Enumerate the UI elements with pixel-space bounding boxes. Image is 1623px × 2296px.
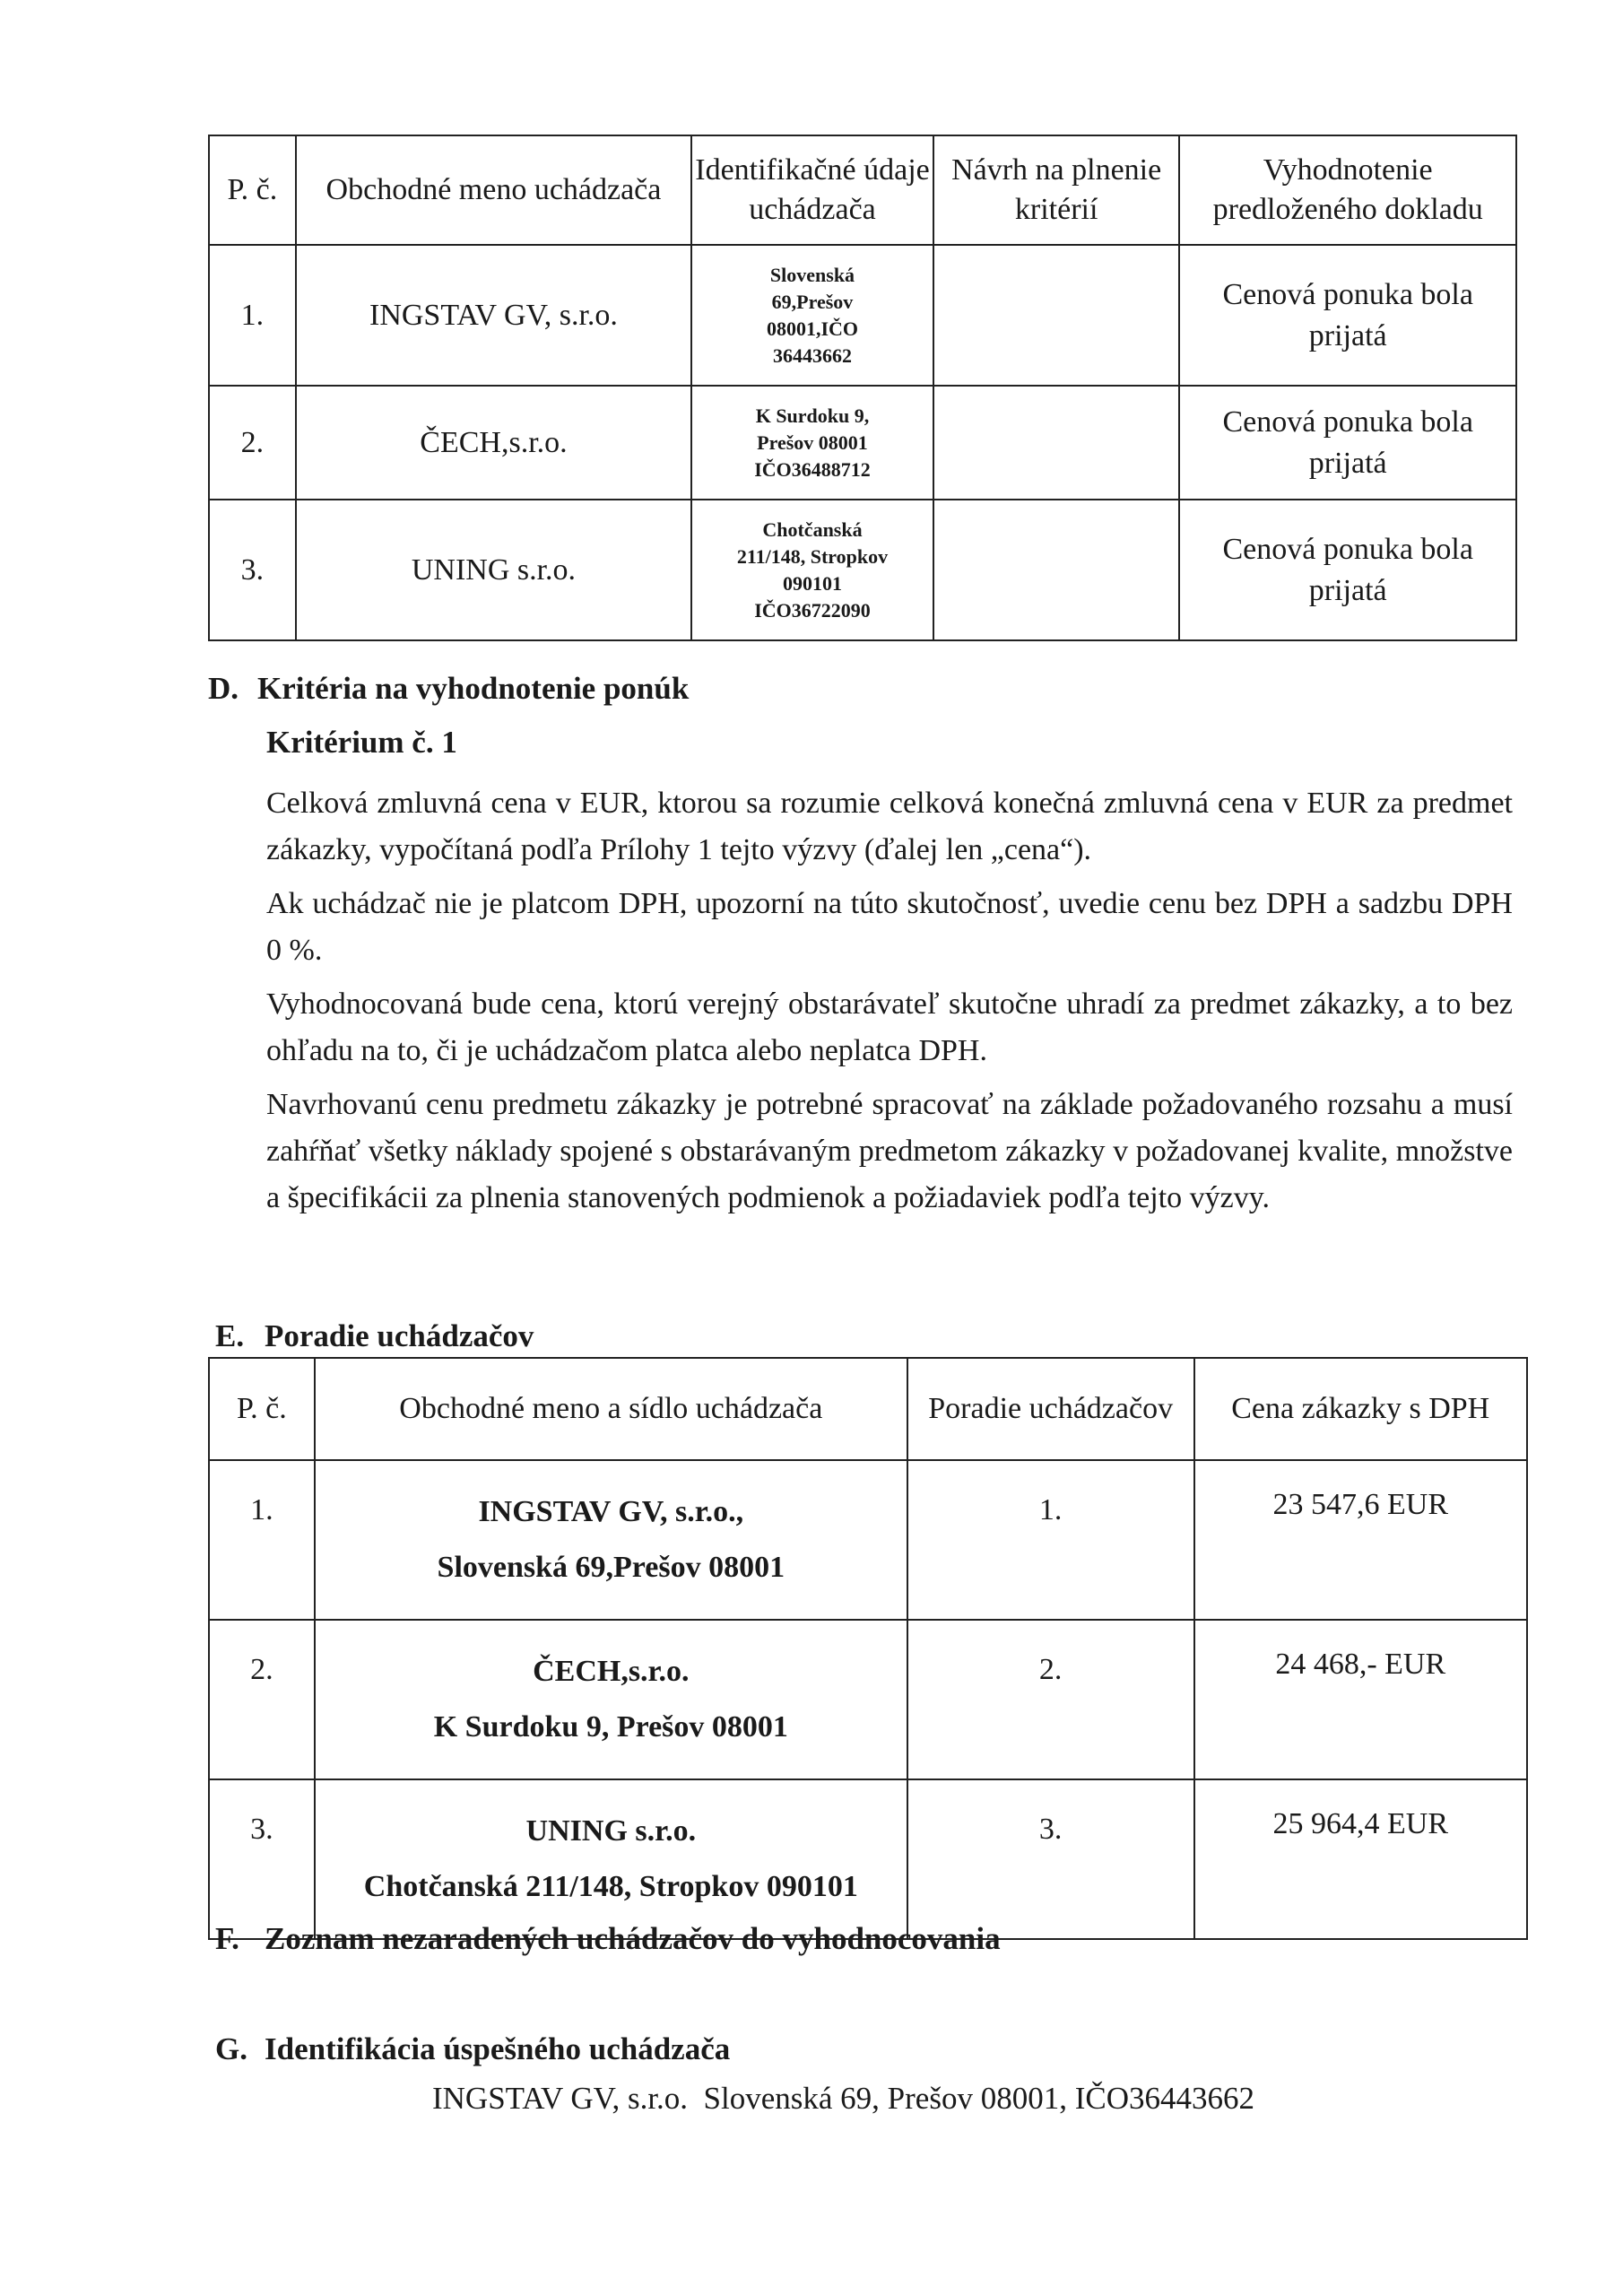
paragraph: Navrhovanú cenu predmetu zákazky je potrebné spracovať na základe požadovaného rozsahu a musí zahŕňať všetky náklady spojené s obstarávaným predmetom zákazky v požadovanej kvalite, množstve a špecifikácii za plnenia stanovených podmienok a požiadaviek podľa tejto výzvy. [266, 1088, 1513, 1214]
paragraph: Vyhodnocovaná bude cena, ktorú verejný obstarávateľ skutočne uhradí za predmet zákazky, a to bez ohľadu na to, či je uchádzačom platca alebo neplatca DPH. [266, 987, 1513, 1067]
price: 25 964,4 EUR [1194, 1779, 1528, 1939]
row-number: 2. [209, 1620, 315, 1779]
row-number: 3. [209, 500, 296, 640]
price: 24 468,- EUR [1194, 1620, 1528, 1779]
rank: 1. [907, 1460, 1194, 1620]
bidder-name: INGSTAV GV, s.r.o. [296, 245, 691, 386]
row-number: 3. [209, 1779, 315, 1939]
table-row [209, 500, 1516, 640]
criteria-description [266, 780, 1513, 1229]
bidder-ranking-table [208, 1357, 1528, 1940]
paragraph: Celková zmluvná cena v EUR, ktorou sa rozumie celková konečná zmluvná cena v EUR za predmet zákazky, vypočítaná podľa Prílohy 1 tejto výzvy (ďalej len „cena“). [266, 787, 1513, 866]
section-g-heading: G. Identifikácia úspešného uchádzača [215, 2031, 731, 2066]
bidder-name-address: UNING s.r.o. Chotčanská 211/148, Stropkov 090101 [315, 1779, 907, 1939]
criteria-proposal [933, 245, 1180, 386]
header-pc: P. č. [209, 135, 296, 245]
header-name: Obchodné meno uchádzača [296, 135, 691, 245]
rank: 3. [907, 1779, 1194, 1939]
table-row [209, 1620, 1527, 1779]
bidder-ident: Chotčanská 211/148, Stropkov 090101 IČO36722090 [691, 500, 933, 640]
bidder-ident: Slovenská 69,Prešov 08001,IČO 36443662 [691, 245, 933, 386]
criteria-proposal [933, 500, 1180, 640]
header-poradie: Poradie uchádzačov [907, 1358, 1194, 1460]
table-row [209, 245, 1516, 386]
section-e-heading: E. Poradie uchádzačov [215, 1318, 534, 1353]
winner-identification: INGSTAV GV, s.r.o. Slovenská 69, Prešov 08001, IČO36443662 [432, 2081, 1254, 2116]
header-cena: Cena zákazky s DPH [1194, 1358, 1528, 1460]
table-row [209, 1779, 1527, 1939]
row-number: 2. [209, 386, 296, 500]
bidder-name-address: ČECH,s.r.o. K Surdoku 9, Prešov 08001 [315, 1620, 907, 1779]
criteria-proposal [933, 386, 1180, 500]
paragraph: Ak uchádzač nie je platcom DPH, upozorní na túto skutočnosť, uvedie cenu bez DPH a sadzbu DPH 0 %. [266, 887, 1513, 967]
table-header-row [209, 135, 1516, 245]
rank: 2. [907, 1620, 1194, 1779]
section-f-heading: F. Zoznam nezaradených uchádzačov do vyhodnocovania [215, 1921, 1001, 1956]
row-number: 1. [209, 245, 296, 386]
table-header-row [209, 1358, 1527, 1460]
section-d-heading: D. Kritéria na vyhodnotenie ponúk [208, 671, 690, 706]
evaluation-result: Cenová ponuka bola prijatá [1179, 500, 1516, 640]
section-d-subtitle: Kritérium č. 1 [266, 725, 457, 760]
evaluation-result: Cenová ponuka bola prijatá [1179, 386, 1516, 500]
row-number: 1. [209, 1460, 315, 1620]
table-row [209, 1460, 1527, 1620]
bidder-ident: K Surdoku 9, Prešov 08001 IČO36488712 [691, 386, 933, 500]
table-row [209, 386, 1516, 500]
bidder-evaluation-table [208, 135, 1517, 641]
bidder-name-address: INGSTAV GV, s.r.o., Slovenská 69,Prešov 08001 [315, 1460, 907, 1620]
header-eval: Vyhodnotenie predloženého dokladu [1179, 135, 1516, 245]
header-name: Obchodné meno a sídlo uchádzača [315, 1358, 907, 1460]
price: 23 547,6 EUR [1194, 1460, 1528, 1620]
evaluation-result: Cenová ponuka bola prijatá [1179, 245, 1516, 386]
bidder-name: ČECH,s.r.o. [296, 386, 691, 500]
header-pc: P. č. [209, 1358, 315, 1460]
header-navrh: Návrh na plnenie kritérií [933, 135, 1180, 245]
bidder-name: UNING s.r.o. [296, 500, 691, 640]
header-ident: Identifikačné údaje uchádzača [691, 135, 933, 245]
